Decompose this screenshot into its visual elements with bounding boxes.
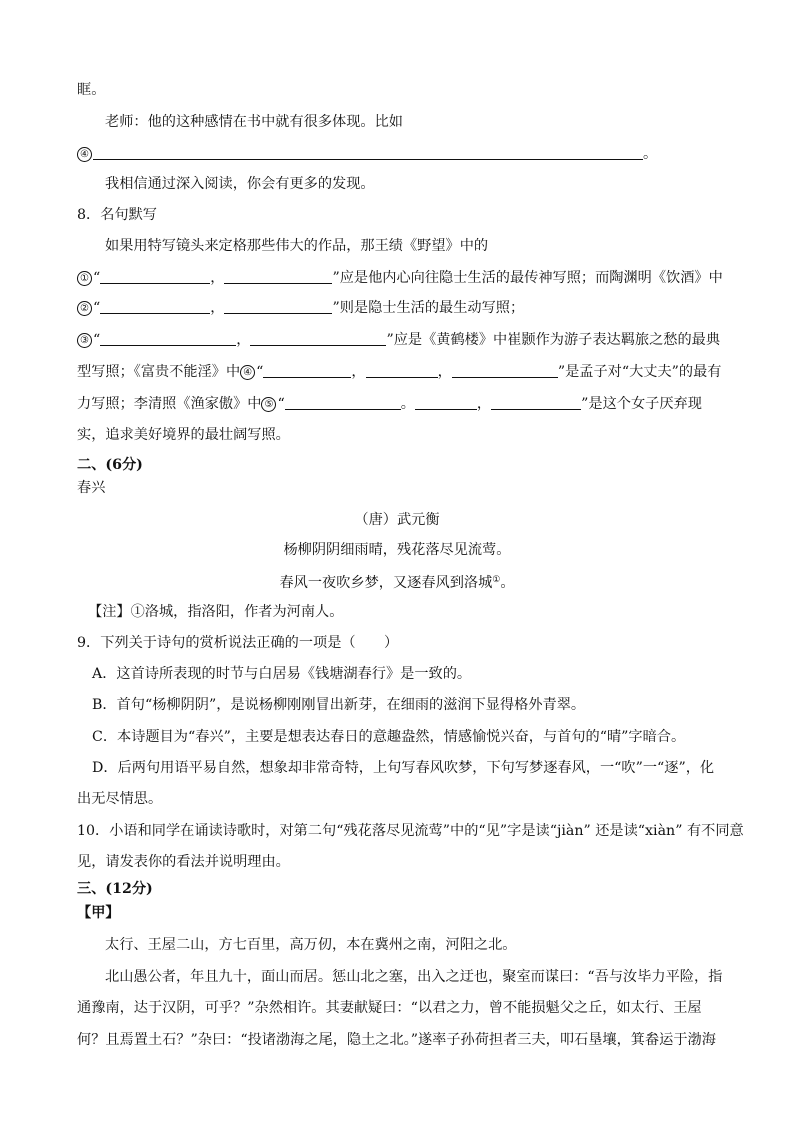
footnote-mark: ① xyxy=(492,575,501,585)
answer-blank xyxy=(100,331,236,346)
answer-blank xyxy=(250,331,386,346)
circled-number: ③ xyxy=(77,333,92,348)
circled-number: ② xyxy=(77,301,92,316)
fill-line-5: 力写照；李清照《渔家傲》中 ⑤ “ 。 ， ”是这个女子厌弃现 xyxy=(77,396,702,412)
section-2-title: 二、(6分) xyxy=(77,457,143,473)
answer-blank xyxy=(263,363,351,378)
answer-blank xyxy=(224,269,332,284)
passage-line: 太行、王屋二山，方七百里，高万仞，本在冀州之南，河阳之北。 xyxy=(105,937,517,953)
text-line: 眶。 xyxy=(77,82,106,98)
blank-line-4: ④ 。 xyxy=(77,144,657,164)
poem-line: 杨柳阴阴细雨晴，残花落尽见流莺。 xyxy=(283,542,511,558)
circled-number: ① xyxy=(77,271,92,286)
answer-blank xyxy=(100,269,210,284)
section-3-title: 三、(12分) xyxy=(77,881,153,897)
fill-line-2: ② “ ， ”则是隐士生活的最生动写照； xyxy=(77,298,524,318)
circled-number: ⑤ xyxy=(261,397,276,412)
answer-blank xyxy=(491,395,581,410)
option-a: A．这首诗所表现的时节与白居易《钱塘湖春行》是一致的。 xyxy=(92,666,472,682)
answer-blank xyxy=(366,363,438,378)
question-10: 10．小语和同学在诵读诗歌时，对第二句“残花落尽见流莺”中的“见”字是读“jiàn” 还是读“xiàn” 有不同意 xyxy=(77,823,744,839)
question-8-title: 8．名句默写 xyxy=(77,207,157,223)
answer-blank xyxy=(100,299,210,314)
option-d-cont: 出无尽情思。 xyxy=(77,791,163,807)
answer-blank xyxy=(452,363,558,378)
answer-blank xyxy=(224,299,332,314)
answer-blank xyxy=(415,395,477,410)
passage-jia-label: 【甲】 xyxy=(77,905,120,921)
text-line: 实，追求美好境界的最壮阔写照。 xyxy=(77,427,290,443)
question-9: 9．下列关于诗句的赏析说法正确的一项是（ ） xyxy=(77,635,399,651)
poem-author: （唐）武元衡 xyxy=(354,512,440,528)
poem-note: 【注】①洛城，指洛阳，作者为河南人。 xyxy=(88,604,344,620)
circled-number: ④ xyxy=(77,147,92,162)
option-d: D．后两句用语平易自然，想象却非常奇特，上句写春风吹梦，下句写梦逐春风，一“吹”一“逐”，化 xyxy=(92,760,715,776)
poem-line-2: 春风一夜吹乡梦，又逐春风到洛城①。 xyxy=(279,575,515,591)
passage-line: 何？且焉置土石？”杂曰：“投诸渤海之尾，隐土之北。”遂率子孙荷担者三夫，叩石垦壤，箕畚运于渤海 xyxy=(77,1032,716,1048)
text-line: 我相信通过深入阅读，你会有更多的发现。 xyxy=(105,176,375,192)
answer-blank xyxy=(93,145,643,160)
fill-line-3: ③ “ ， ”应是《黄鹤楼》中崔颢作为游子表达羁旅之愁的最典 xyxy=(77,330,720,350)
passage-line: 北山愚公者，年且九十，面山而居。惩山北之塞，出入之迂也，聚室而谋曰：“吾与汝毕力平险，指 xyxy=(105,969,723,985)
passage-line: 通豫南，达于汉阴，可乎？”杂然相许。其妻献疑曰：“以君之力，曾不能损魁父之丘，如太行、王屋 xyxy=(77,1000,702,1016)
fill-line-4: 型写照；《富贵不能淫》中 ④ “ ， ， ”是孟子对“大丈夫”的最有 xyxy=(77,364,722,380)
answer-blank xyxy=(285,395,401,410)
option-b: B．首句“杨柳阴阴”，是说杨柳刚刚冒出新芽，在细雨的滋润下显得格外青翠。 xyxy=(92,697,586,713)
circled-number: ④ xyxy=(240,365,255,380)
poem-title: 春兴 xyxy=(77,480,106,496)
question-10-cont: 见，请发表你的看法并说明理由。 xyxy=(77,854,290,870)
text-line: 老师：他的这种感情在书中就有很多体现。比如 xyxy=(105,114,403,130)
text-line: 如果用特写镜头来定格那些伟大的作品，那王绩《野望》中的 xyxy=(105,238,489,254)
fill-line-1: ① “ ， ”应是他内心向往隐士生活的最传神写照；而陶渊明《饮酒》中 xyxy=(77,268,723,288)
option-c: C．本诗题目为“春兴”，主要是想表达春日的意趣盎然，情感愉悦兴奋，与首句的“晴”字暗合。 xyxy=(92,729,686,745)
